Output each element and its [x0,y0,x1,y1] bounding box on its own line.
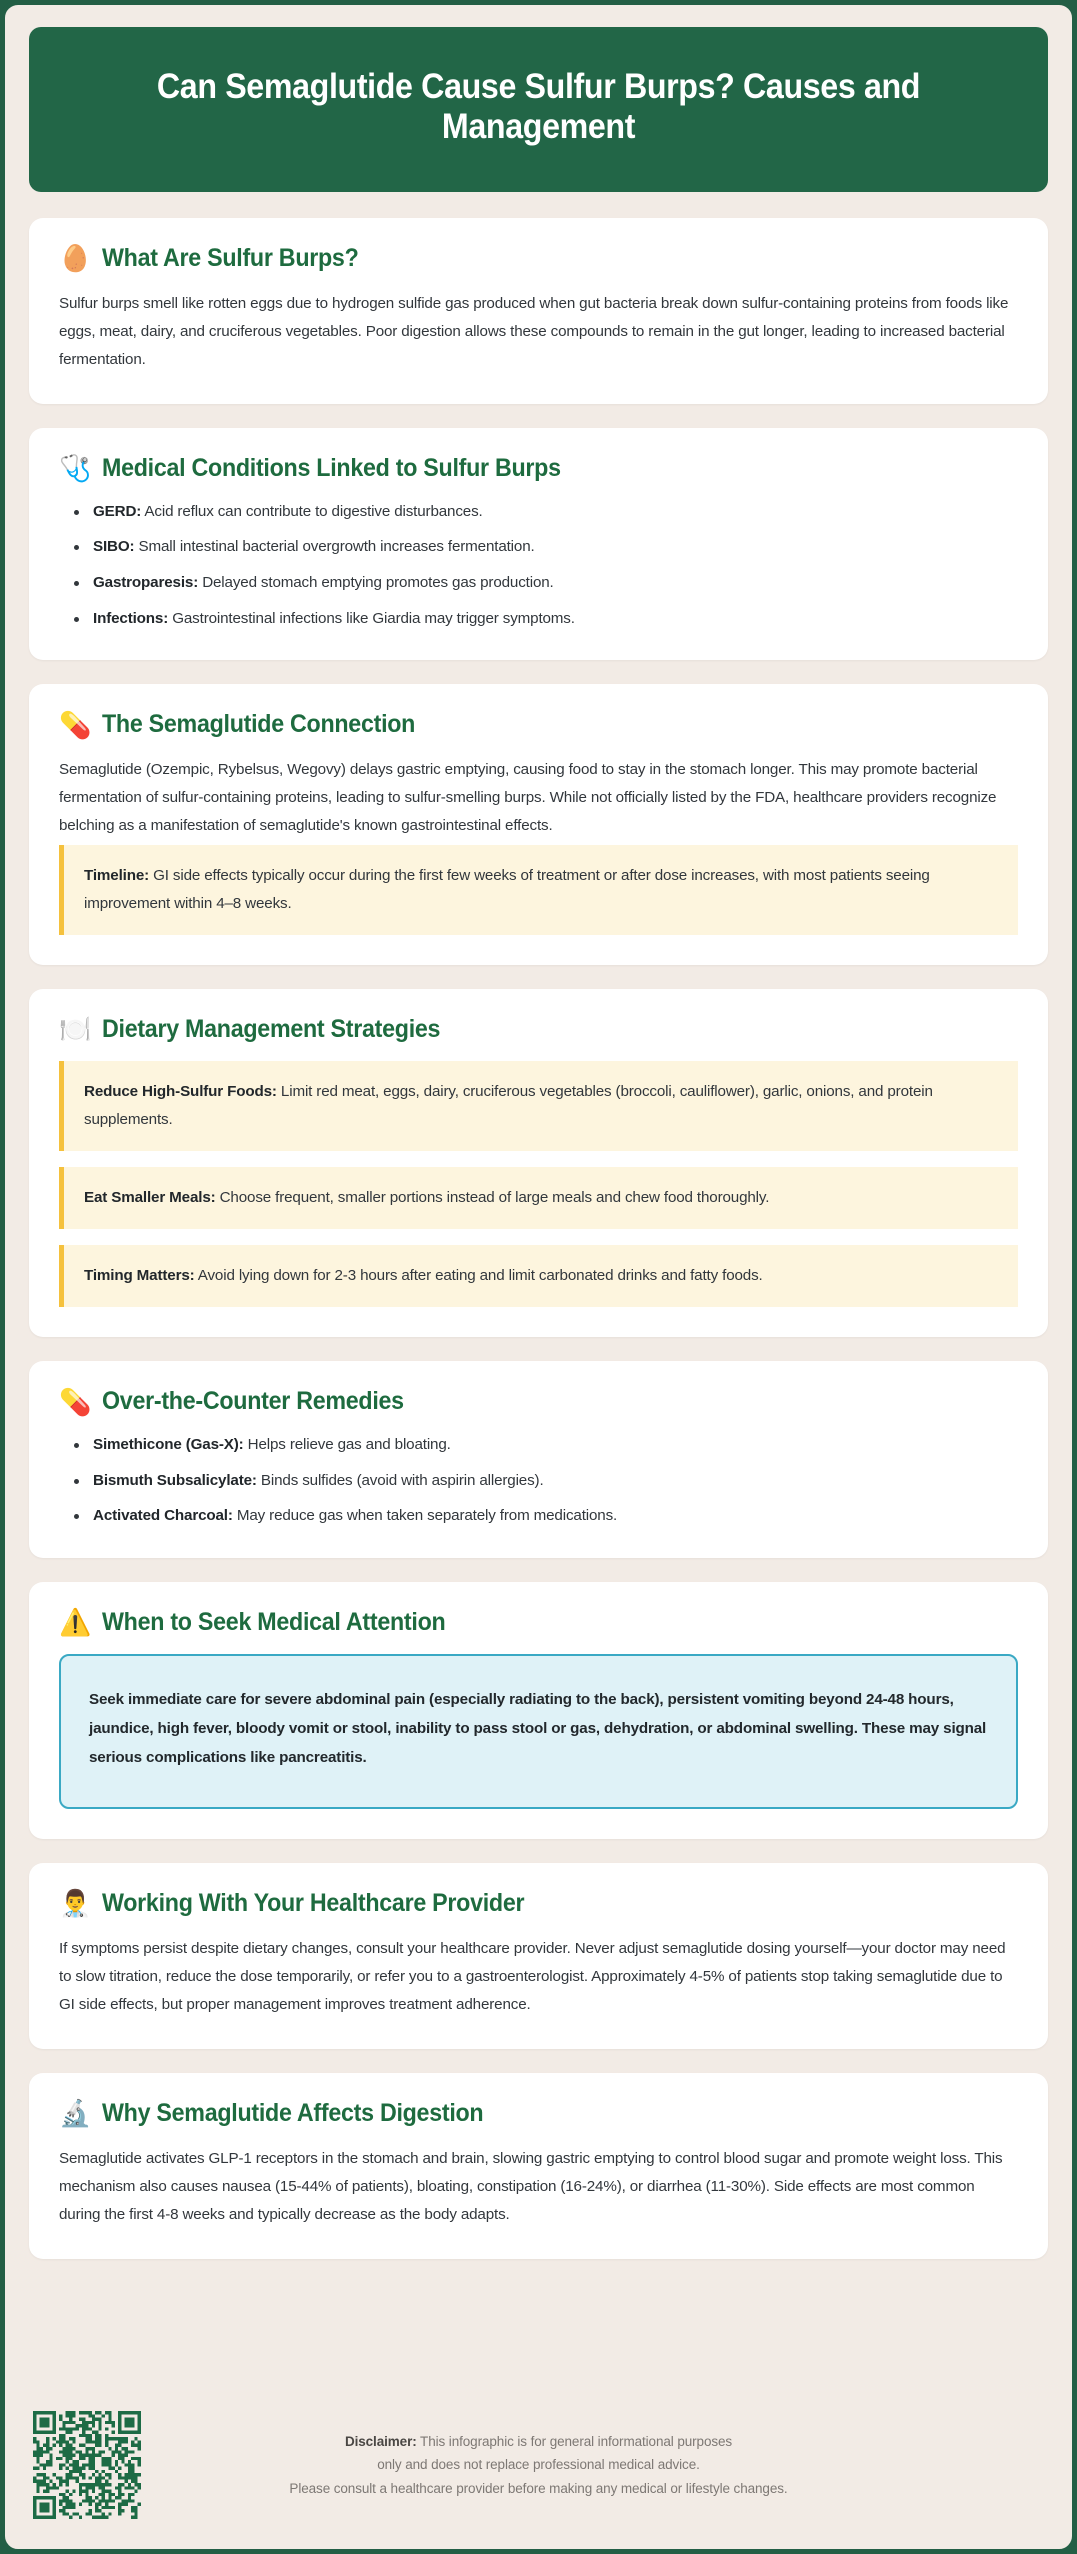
section-header [59,1889,1018,1918]
section-header [59,1608,1018,1637]
list-item-text: Small intestinal bacterial overgrowth increases fermentation. [138,538,535,556]
section-header [59,1387,1018,1416]
callout-lead: Eat Smaller Meals: [84,1189,216,1206]
sections-container [29,218,1048,2284]
callout-lead: Timeline: [84,866,150,884]
section-paragraph: Sulfur burps smell like rotten eggs due to hydrogen sulfide gas produced when gut bacteria break down sulfur-containing proteins from foods like eggs, meat, dairy, and cruciferous vegetables. Poor digestion allows these compounds to remain in the gut longer, leading to increased bacterial fermentation. [59,294,1009,368]
header-banner [29,27,1048,192]
section-card [29,989,1048,1338]
section-title: The Semaglutide Connection [102,710,416,739]
list-item [67,1504,1018,1528]
section-title: Over-the-Counter Remedies [102,1387,404,1416]
section-title: When to Seek Medical Attention [102,1607,446,1636]
list-item-text: Gastrointestinal infections like Giardia may trigger symptoms. [172,609,575,627]
section-header [59,454,1018,483]
section-paragraph: Semaglutide activates GLP-1 receptors in the stomach and brain, slowing gastric emptying to control blood sugar and promote weight loss. This mechanism also causes nausea (15-44% of patients), bloating, constipation (16-24%), or diarrhea (11-30%). Side effects are most common during the first 4-8 weeks and typically decrease as the body adapts. [59,2149,1003,2224]
callout-text: Limit red meat, eggs, dairy, cruciferous vegetables (broccoli, cauliflower), garlic, onions, and protein supplements. [84,1082,933,1128]
list-item-lead: Infections: [93,609,169,627]
page-title: Can Semaglutide Cause Sulfur Burps? Causes and Management [156,67,921,147]
callout-lead: Reduce High-Sulfur Foods: [84,1082,277,1100]
list-item-text: Acid reflux can contribute to digestive disturbances. [144,502,483,520]
list-item-lead: Simethicone (Gas-X): [93,1436,244,1454]
callout-text: Choose frequent, smaller portions instead of large meals and chew food thoroughly. [219,1189,770,1206]
list-item [67,571,1018,595]
footer [29,2385,1048,2549]
section-title: Medical Conditions Linked to Sulfur Burps [102,453,561,482]
list-item-lead: Activated Charcoal: [93,1507,233,1525]
alert-box: Seek immediate care for severe abdominal pain (especially radiating to the back), persistent vomiting beyond 24-48 hours, jaundice, high fever, bloody vomit or stool, inability to pass stool or gas, dehydration, or abdominal swelling. These may signal serious complications like pancreatitis. [59,1654,1018,1809]
list-item-text: Binds sulfides (avoid with aspirin allergies). [260,1471,544,1489]
bullet-list [59,1433,1018,1528]
section-title: Dietary Management Strategies [102,1014,441,1043]
stethoscope-icon: 🩺 [59,453,92,484]
pill-icon: 💊 [59,709,92,740]
list-item-text: Delayed stomach emptying promotes gas production. [202,574,554,591]
section-paragraph: If symptoms persist despite dietary changes, consult your healthcare provider. Never adjust semaglutide dosing yourself—your doctor may need to slow titration, reduce the dose temporarily, or refer you to a gastroenterologist. Approximately 4-5% of patients stop taking semaglutide due to GI side effects, but proper management improves treatment adherence. [59,1939,1006,2013]
list-item-lead: GERD: [93,502,142,520]
section-header [59,710,1018,739]
callout-text: GI side effects typically occur during the first few weeks of treatment or after dose increases, with most patients seeing improvement within 4–8 weeks. [84,866,930,912]
callout-lead: Timing Matters: [84,1267,195,1285]
section-card [29,1863,1048,2049]
list-item [67,1469,1018,1493]
section-card [29,684,1048,965]
disclaimer-body-1: This infographic is for general informational purposes [420,2433,733,2449]
plate-utensils-icon: 🍽️ [59,1014,92,1045]
section-card [29,218,1048,404]
section-header [59,1015,1018,1044]
callout-box [59,1245,1018,1307]
section-card [29,1582,1048,1839]
disclaimer-lead: Disclaimer: [344,2433,417,2449]
list-item-text: Helps relieve gas and bloating. [247,1436,451,1454]
list-item-text: May reduce gas when taken separately from medications. [236,1507,618,1525]
list-item [67,1433,1018,1457]
disclaimer-line-2: only and does not replace professional medical advice. [377,2457,700,2473]
callout-group [59,845,1018,935]
section-header [59,2099,1018,2128]
section-paragraph: Semaglutide (Ozempic, Rybelsus, Wegovy) delays gastric emptying, causing food to stay in the stomach longer. This may promote bacterial fermentation of sulfur-containing proteins, leading to sulfur-smelling burps. While not officially listed by the FDA, healthcare providers recognize belching as a manifestation of semaglutide's known gastrointestinal effects. [59,761,997,835]
callout-text: Avoid lying down for 2-3 hours after eating and limit carbonated drinks and fatty foods. [197,1267,763,1285]
warning-triangle-icon: ⚠️ [59,1607,92,1638]
disclaimer-line-1 [29,2430,1048,2454]
section-card [29,2073,1048,2259]
bullet-list [59,500,1018,630]
callout-box [59,845,1018,935]
section-title: What Are Sulfur Burps? [102,243,359,272]
list-item-lead: SIBO: [93,538,135,556]
callout-box [59,1061,1018,1151]
disclaimer-line-3: Please consult a healthcare provider before making any medical or lifestyle changes. [289,2480,788,2496]
section-title: Working With Your Healthcare Provider [102,1888,525,1917]
section-card [29,428,1048,660]
disclaimer-text [29,2430,1048,2501]
callout-box [59,1167,1018,1229]
list-item-lead: Gastroparesis: [93,574,199,591]
egg-icon: 🥚 [59,243,92,273]
pill-icon: 💊 [59,1386,92,1417]
callout-group [59,1061,1018,1308]
section-card [29,1361,1048,1558]
section-header [59,244,1018,273]
list-item [67,500,1018,524]
microscope-icon: 🔬 [59,2098,92,2129]
list-item [67,535,1018,559]
doctor-icon: 👨‍⚕️ [59,1888,92,1919]
section-title: Why Semaglutide Affects Digestion [102,2098,484,2127]
list-item-lead: Bismuth Subsalicylate: [93,1471,257,1489]
list-item [67,607,1018,631]
